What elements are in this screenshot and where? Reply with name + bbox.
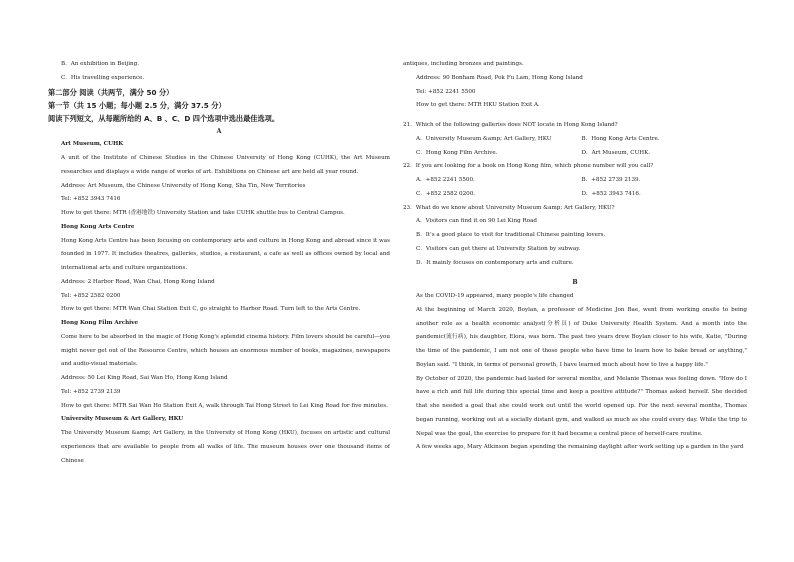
option: A．University Museum &amp; Art Gallery, HKU <box>416 135 552 142</box>
section-title: 第一节（共 15 小题；每小题 2.5 分，满分 37.5 分） <box>48 100 226 110</box>
option: C．+852 2582 0200. <box>416 190 476 197</box>
option: D．It mainly focuses on contemporary arts and culture. <box>416 259 574 266</box>
paragraph: A few weeks ago, Mary Atkinson began spending the remaining daylight after work setting up a garden in the yard <box>416 444 744 451</box>
venue-directions: How to get there: MTR Sai Wan Ho Station Exit A, walk through Tai Hong Street to Lei King Road for five minutes. <box>61 402 388 409</box>
venue-directions: How to get there: MTR Wan Chai Station Exit C, go straight to Harbor Road. Turn left to the Arts Centre. <box>61 306 361 313</box>
option: A．+852 2241 5500. <box>416 177 475 183</box>
venue-tel: Tel: +852 2582 0200 <box>61 292 121 299</box>
option: D．+852 3943 7416. <box>581 190 641 197</box>
venue-name: Art Museum, CUHK <box>61 141 124 148</box>
venue-directions: How to get there: MTR (香港地铁) University Station and take CUHK shuttle bus to Central Campus. <box>61 210 345 216</box>
venue-tel: Tel: +852 2739 2139 <box>61 388 121 395</box>
option: A．Visitors can find it on 90 Lei King Road <box>416 218 537 225</box>
option-row <box>403 188 747 202</box>
venue-desc: A unit of the Institute of Chinese Studies in the Chinese University of Hong Kong (CUHK), the Art Museum researches and displays a wide range of works of art. Exhibitions on Chinese art are held all year round. <box>61 155 390 175</box>
passage-label-a: A <box>216 127 222 135</box>
venue-address: Address: 2 Harbor Road, Wan Chai, Hong Kong Island <box>61 278 215 285</box>
option-row <box>403 147 747 161</box>
venue-tel: Tel: +852 3943 7416 <box>61 196 121 203</box>
option-row <box>403 174 747 188</box>
left-column <box>48 58 390 468</box>
right-column <box>403 58 747 455</box>
passage-label-b: B <box>572 279 578 287</box>
venue-desc: Hong Kong Arts Centre has been focusing on contemporary arts and culture in Hong Kong and abroad since it was founded in 1977. It includes theatres, galleries, studios, a restaurant, a cafe as well as offices owned by local and international arts and culture organizations. <box>61 237 390 271</box>
option-b: B．An exhibition in Beijing. <box>61 61 140 67</box>
option: C．Hong Kong Film Archive. <box>416 149 498 156</box>
venue-name: Hong Kong Arts Centre <box>61 223 135 230</box>
option: D．Art Museum, CUHK. <box>581 149 651 156</box>
venue-address: Address: 90 Bonham Road, Pok Fu Lam, Hong Kong Island <box>416 74 583 81</box>
instruction: 阅读下列短文，从每题所给的 A、B 、C、D 四个选项中选出最佳选项。 <box>48 113 280 123</box>
question-21: 21．Which of the following galleries does NOT locate in Hong Kong Island? <box>403 122 618 128</box>
paragraph: By October of 2020, the pandemic had lasted for several months, and Melanie Thomas was feeling down. "How do I have a rich and full life during this special time and keep a positive attitude?" Thomas asked herself. She decided that she needed a goal that she could work out until the world opened up. For the next several months, Thomas began running, working out at a socially distant gym, and walked as much as she could every day. While the trip to Nepal was the goal, the exercise to prepare for it had became a central piece of herself-care routine. <box>416 375 747 437</box>
continued-line: antiques, including bronzes and paintings. <box>403 61 524 67</box>
venue-name: Hong Kong Film Archive <box>61 320 139 326</box>
option-c: C．His travelling experience. <box>61 74 145 81</box>
paragraph: As the COVID-19 appeared, many people's life changed <box>416 293 574 299</box>
paragraph: At the beginning of March 2020, Boylan, a professor of Medicine Jon Bae, went from working onsite to being another role as a health economic analyst(分析员) of Duke University Health System. And a month into the pandemic(流行病), his daughter, Elora, was born. The past two years drew Boylan closer to his wife, Katie, "During the time of the pandemic, I am not one of those people who have time to learn how to bake bread or anything," Boylan said. "I think, in terms of personal growth, I have learned much about how to live a happy life." <box>416 306 747 368</box>
option: B．It's a good place to visit for traditional Chinese painting lovers. <box>416 232 606 238</box>
venue-desc: Come here to be absorbed in the magic of Hong Kong's splendid cinema history. Film lovers should be careful—you might never get out of the Resource Centre, which houses an enormous number of books, magazines, newspapers and audio-visual materials. <box>61 333 390 368</box>
venue-tel: Tel: +852 2241 5500 <box>416 88 476 95</box>
venue-address: Address: 50 Lei King Road, Sai Wan Ho, Hong Kong Island <box>61 375 228 381</box>
venue-name: University Museum & Art Gallery, HKU <box>61 416 184 423</box>
option-row <box>403 133 747 147</box>
venue-desc: The University Museum &amp; Art Gallery, in the University of Hong Kong (HKU), focuses on artistic and cultural experiences that are available to people from all walks of life. The museum houses over one thousand items of Chinese <box>61 430 390 464</box>
option: B．+852 2739 2139. <box>581 177 641 183</box>
venue-directions: How to get there: MTR HKU Station Exit A． <box>416 102 544 109</box>
option: C．Visitors can get there at University Station by subway. <box>416 245 581 252</box>
option: B．Hong Kong Arts Centre. <box>581 135 660 142</box>
venue-address: Address: Art Museum, the Chinese University of Hong Kong, Sha Tin, New Territories <box>61 182 306 189</box>
question-23: 23．What do we know about University Museum &amp; Art Gallery, HKU? <box>403 204 615 211</box>
part-title: 第二部分 阅读（共两节，满分 50 分） <box>48 87 174 97</box>
question-22: 22．If you are looking for a book on Hong Kong film, which phone number will you call? <box>403 163 654 170</box>
